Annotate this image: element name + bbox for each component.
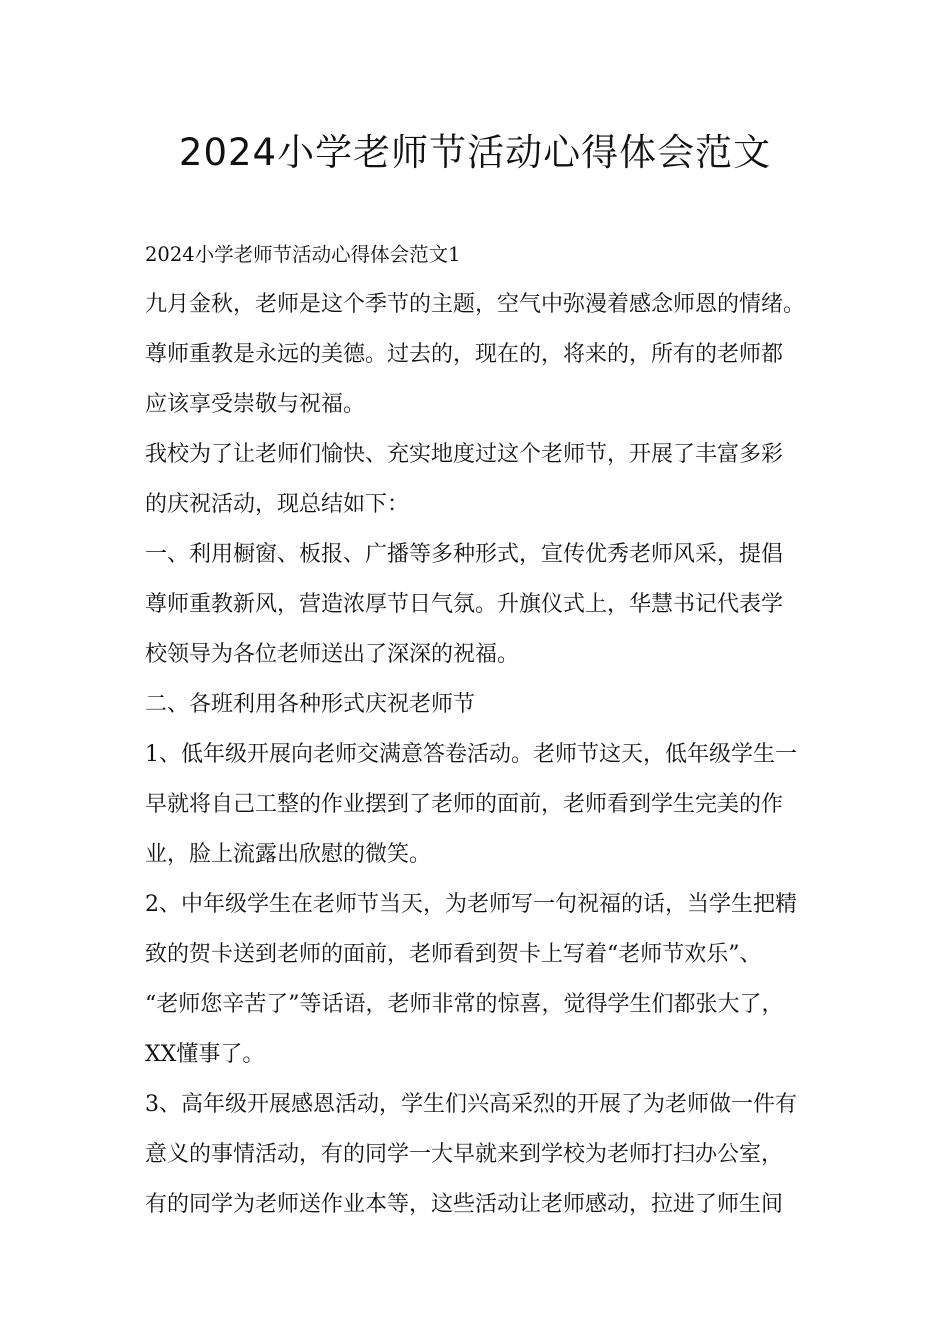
text-line: 业，脸上流露出欣慰的微笑。 <box>145 842 432 867</box>
text-line: 3、高年级开展感恩活动，学生们兴高采烈的开展了为老师做一件有 <box>145 1092 797 1117</box>
text-line: 尊师重教是永远的美德。过去的，现在的，将来的，所有的老师都 <box>145 342 784 367</box>
text-line: 我校为了让老师们愉快、充实地度过这个老师节，开展了丰富多彩 <box>145 442 784 467</box>
document-title: 2024小学老师节活动心得体会范文 <box>178 131 772 174</box>
text-line: 一、利用橱窗、板报、广播等多种形式，宣传优秀老师风采，提倡 <box>145 542 784 567</box>
text-line: 尊师重教新风，营造浓厚节日气氛。升旗仪式上，华慧书记代表学 <box>145 592 784 617</box>
text-line: “老师您辛苦了”等话语，老师非常的惊喜，觉得学生们都张大了， <box>145 992 784 1017</box>
text-line: 的庆祝活动，现总结如下： <box>145 492 410 517</box>
text-line: 1、低年级开展向老师交满意答卷活动。老师节这天，低年级学生一 <box>145 742 797 767</box>
text-line: 致的贺卡送到老师的面前，老师看到贺卡上写着“老师节欢乐”、 <box>145 942 762 967</box>
text-line: 早就将自己工整的作业摆到了老师的面前，老师看到学生完美的作 <box>145 792 784 817</box>
section-heading: 2024小学老师节活动心得体会范文1 <box>145 243 461 266</box>
text-line: 2、中年级学生在老师节当天，为老师写一句祝福的话，当学生把精 <box>145 892 797 917</box>
text-line: 九月金秋，老师是这个季节的主题，空气中弥漫着感念师恩的情绪。 <box>145 292 806 317</box>
text-line: 应该享受崇敬与祝福。 <box>145 392 366 417</box>
document-body <box>145 230 835 1230</box>
text-line: 有的同学为老师送作业本等，这些活动让老师感动，拉进了师生间 <box>145 1192 784 1217</box>
text-line: 二、各班利用各种形式庆祝老师节 <box>145 692 476 717</box>
text-line: XX懂事了。 <box>145 1042 265 1067</box>
text-line: 校领导为各位老师送出了深深的祝福。 <box>145 642 520 667</box>
text-line: 意义的事情活动，有的同学一大早就来到学校为老师打扫办公室， <box>145 1142 784 1167</box>
